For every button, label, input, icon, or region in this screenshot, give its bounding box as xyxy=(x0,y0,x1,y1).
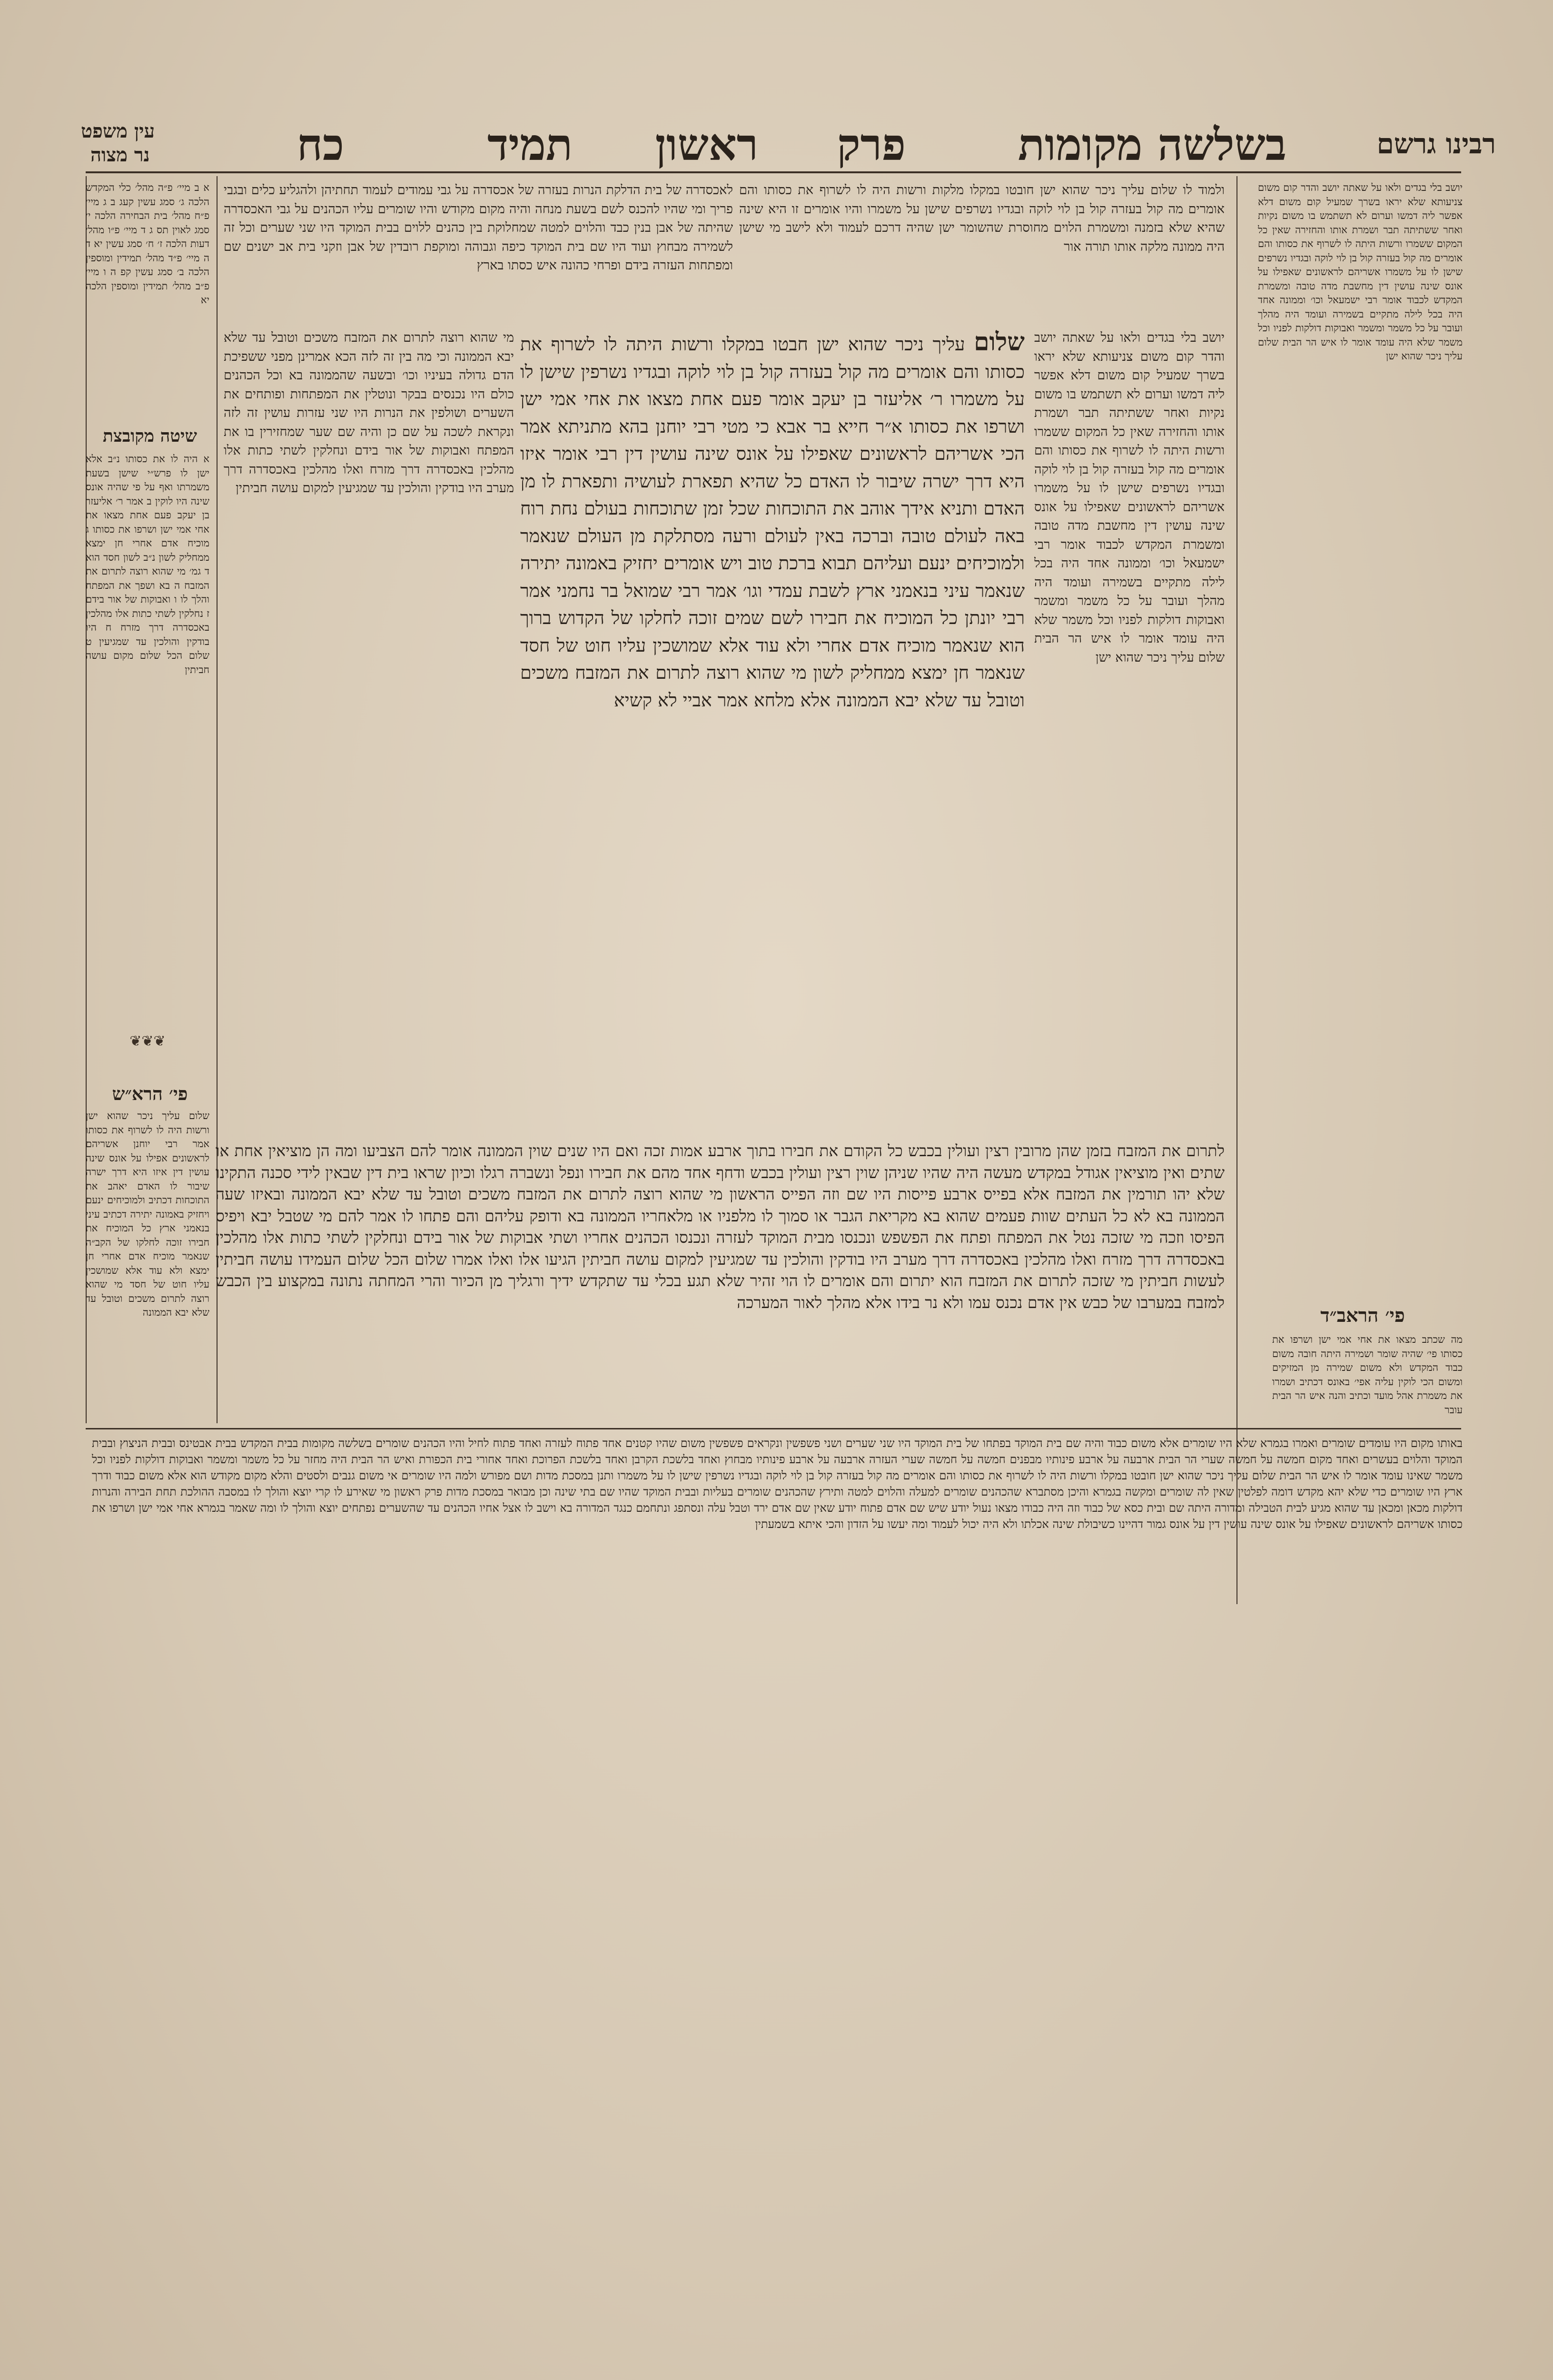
raavad-commentary-text: מה שכתב מצאו את אחי אמי ישן ושרפו את כסותו פי׳ שהיה שומר ושמירה היתה חובה משום כבוד המקדש ולא משום שמירה מן המזיקים ומשום הכי לוקין עליה אפי׳ באונס דכתיב ושמרו את משמרת אהל מועד וכתיב והנה איש הר הבית עובר xyxy=(1272,1334,1463,1416)
main-body: עליך ניכר שהוא ישן חבטו במקלו ורשות היתה לו לשרוף את כסותו והם אומרים מה קול בעזרה קול בן לוי לוקה ובגדיו נשרפין שישן לו על משמרו ר׳ אליעזר בן יעקב אומר פעם אחת מצאו את אחי אמי ישן ושרפו את כסותו א״ר חייא בר אבא כי מטי רבי יוחנן בהא מתניתא אמר הכי אשריהם לראשונים שאפילו על אונס שינה עושין דין רבי אומר איזו היא דרך ישרה שיבור לו האדם כל שהיא תפארת לעושיה ותפארת לו מן האדם ותניא אידך אוהב את התוכחות שכל זמן שתוכחות בעולם נחת רוח באה לעולם טובה וברכה באין לעולם ורעה מסתלקת מן העולם שנאמר ולמוכיחים ינעם ועליהם תבוא ברכת טוב ויש אומרים יחזיק באמונה יתירה שנאמר עיני בנאמני ארץ לשבת עמדי וגו׳ אמר רבי שמואל בר נחמני אמר רבי יונתן כל המוכיח את חבירו לשם שמים זוכה לחלקו של הקדוש ברוך הוא שנאמר מוכיח אדם אחרי ולא עוד אלא שמושכין עליו חוט של חסד שנאמר חן ימצא ממחליק לשון מי שהוא רוצה לתרום את המזבח משכים וטובל עד שלא יבא הממונה אלא מלחא אמר אביי לא קשיא xyxy=(520,334,1025,711)
column-rule-right xyxy=(1236,176,1237,1604)
shita-mekubetzet-title: שיטה מקובצת xyxy=(103,426,197,446)
shita-mekubetzet-text: א היה לו את כסותו נ״ב אלא ישן לו פרש״י שישן בשעת משמרתו ואף על פי שהיה אונס שינה היו לוקין ב אמר ר׳ אליעזר בן יעקב פעם אחת מצאו את אחי אמי ישן ושרפו את כסותו ג מוכיח אדם אחרי חן ימצא ממחליק לשון נ״ב לשון חסד הוא ד גמ׳ מי שהוא רוצה לתרום את המזבח ה בא ושפך את המפתח והלך לו ו ואבוקות של אור בידם ז נחלקין לשתי כתות אלו מהלכין באכסדרה דרך מזרח ח היו בודקין והולכין עד שמגיעין ט שלום הכל שלום מקום עושה חביתין xyxy=(86,453,209,675)
mishnah-wide-text: לתרום את המזבח בזמן שהן מרובין רצין ועולין בכבש כל הקודם את חבירו בתוך ארבע אמות זכה ואם היו שנים שוין הממונה אומר להם הצביעו ומה הן מוציאין אחת או שתים ואין מוציאין אגודל במקדש מעשה היה שהיו שניהן שוין רצין ועולין בכבש ודחף אחד מהם את חבירו ונפל ונשברה רגלו וכיון שראו בית דין שבאין לידי סכנה התקינו שלא יהו תורמין את המזבח אלא בפייס ארבע פייסות היו שם וזה הפייס הראשון מי שהוא רוצה לתרום את המזבח משכים וטובל עד שלא יבא הממונה ובאיזו שעה הממונה בא לא כל העתים שוות פעמים שהוא בא מקריאת הגבר או סמוך לו מלפניו או מלאחריו הממונה בא ודופק עליהם והם פתחו לו אמר להם מי שטבל יבא ויפיס הפיסו וזכה מי שזכה נטל את המפתח ופתח את הפשפש ונכנסו מבית המוקד לעזרה ונכנסו הכהנים אחריו ושתי אבוקות של אור בידם ונחלקין לשתי כתות אלו מהלכין באכסדרה דרך מזרח ואלו מהלכין באכסדרה דרך מערב היו בודקין והולכין עד שמגיעין למקום עושה חביתין הגיעו אלו ואלו אמרו שלום הכל שלום העמידו עושה חביתין לעשות חביתין מי שזכה לתרום את המזבח הוא יתרום והם אומרים לו הוי זהיר שלא תגע בכלי עד שתקדש ידיך ורגליך מן הכיור והרי המחתה נתונה במקצוע בין הכבש למזבח במערבו של כבש אין אדם נכנס עמו ולא נר בידו אלא מהלך לאור המערכה xyxy=(216,1141,1225,1312)
header-tractate: תמיד xyxy=(487,119,573,170)
commentary-left-top: לאכסדרה של בית הדלקת הנרות בעזרה של אכסדרה על גבי עמודים לעמוד תחתיהן ולהגליע כלים ובגבי פריך ומי שהיו להכנס לשם בשעת מנחה והיה מקום מקודש והיו שומרים עליו הכהנים על גבי האכסדרה שהיתה של אבן בנין כבד והלוים למטה שמחלוקת בין כהנים ללוים בבית המוקד היו שני שערים וכל זה לשמירה מבחוץ ועוד היו שם בית המוקד כיפה וגבוהה ומוקפת רובדין של אבן וזקני בית אב ישנים שם ומפתחות העזרה בידם ופרחי כהונה איש כסתו בארץ xyxy=(224,183,733,273)
header-folio: כח xyxy=(297,119,344,170)
header-rishon: ראשון xyxy=(655,119,758,170)
main-gemara-text xyxy=(520,328,1025,1085)
bottom-section-rule xyxy=(86,1428,1461,1429)
commentary-left-lower: מי שהוא רוצה לתרום את המזבח משכים וטובל עד שלא יבא הממונה וכי מה בין זה לזה הכא אמרינן מפני ששפיכת הדם גדולה בעיניו וכו׳ ובשעה שהממונה בא וכל הכהנים כולם היו נכנסים בבקר ונוטלין את המפתחות ופותחים את השערים ושולפין את הנרות היו שני עזרות עושין זה לזה ונקראת לשכה על שם כן והיה שם שער שמחזירין בו את המפתח ואבוקות של אור בידם ונחלקין לשתי כתות אלו מהלכין באכסדרה דרך מזרח ואלו מהלכין באכסדרה דרך מערב היו בודקין והולכין עד שמגיעין למקום עושה חביתין xyxy=(224,330,514,496)
main-opening-word: שלום xyxy=(974,328,1025,357)
rosh-title: פי׳ הרא״ש xyxy=(112,1083,188,1104)
raavad-title: פי׳ הראב״ד xyxy=(1320,1304,1405,1327)
ein-mishpat-notes: א ב מיי׳ פ״ה מהל׳ כלי המקדש הלכה ג׳ סמג עשין קעג ב ג מיי׳ פ״ח מהל׳ בית הבחירה הלכה י׳ סמג לאוין תס ג ד מיי׳ פ״ו מהל׳ דעות הלכה ז׳ ח׳ סמג עשין יא ד ה מיי׳ פ״ד מהל׳ תמידין ומוספין הלכה ב׳ סמג עשין קפ ה ו מיי׳ פ״ב מהל׳ תמידין ומוספין הלכה יא xyxy=(86,182,209,306)
header-perek: פרק xyxy=(837,119,906,170)
commentary-right-middle: יושב בלי בגדים ולאו על שאתה יושב והדר קום משום צניעותא שלא יראו בשרך שמעיל קום משום דלא אפשר ליה דמשו וערום לא תשתמש בו משום נקיות ואחר ששתיתה תבר ושמרת אותו והחזירה שאין כל המקום ששמרו ורשות היתה לו לשרוף את כסותו והם אומרים מה קול בעזרה קול בן לוי לוקה ובגדיו נשרפים שישן לו על משמרו אשריהם לראשונים שאפילו על אונס שינה עושין דין מחשבת מדה טובה ומשמרת המקדש לכבוד אומר רבי ישמעאל וכו׳ וממונה אחד היה בכל לילה מתקיים בשמירה ועומד היה מהלך ועובר על כל משמר ומשמר ואבוקות דולקות לפניו וכל משמר שלא היה עומד אומר לו איש הר הבית שלום עליך ניכר שהוא ישן xyxy=(1034,330,1225,665)
header-ein-mishpat-label: עין משפט xyxy=(81,120,155,142)
header-right-label: רבינו גרשם xyxy=(1376,128,1496,160)
rabbeinu-gershom-commentary: יושב בלי בגדים ולאו על שאתה יושב והדר קום משום צניעותא שלא יראו בשרך שמעיל קום משום דלא אפשר ליה דמשו וערום לא תשתמש בו משום נקיות ואחר ששתיתה תבר ושמרת אותו והחזירה שאין כל המקום ששמרו ורשות היתה לו לשרוף את כסותו והם אומרים מה קול בעזרה קול בן לוי לוקה ובגדיו נשרפים שישן לו על משמרו אשריהם לראשונים שאפילו על אונס שינה עושין דין מחשבת מדה טובה ומשמרת המקדש לכבוד אומר רבי ישמעאל וכו׳ וממונה אחד היה בכל לילה מתקיים בשמירה ועומד היה מהלך ועובר על כל משמר ומשמר ואבוקות דולקות לפניו וכל משמר שלא היה עומד אומר לו איש הר הבית שלום עליך ניכר שהוא ישן xyxy=(1258,182,1463,362)
header-rule xyxy=(86,171,1461,173)
header-ner-mitzvah-label: נר מצוה xyxy=(90,144,150,166)
header-chapter-name: בשלשה מקומות xyxy=(1018,119,1286,170)
commentary-right-top: ולמוד לו שלום עליך ניכר שהוא ישן חובטו במקלו מלקות ורשות היה לו לשרוף את כסותו והם אומרים מה קול בעזרה קול בן לוי לוקה ובגדיו נשרפים שישן על משמרו והיו אומרים זו היא שינה שהיא שלא בזמנה ומשמרת הלוים מחוסרת שהשומר ישן שהיה דרכם לעמוד ולא לישב מי שישן היה ממונה מלקה אותו תורה אור xyxy=(739,183,1225,254)
rosh-commentary-text: שלום עליך ניכר שהוא ישן ורשות היה לו לשרוף את כסותו אמר רבי יוחנן אשריהם לראשונים אפילו על אונס שינה עושין דין איזו היא דרך ישרה שיבור לו האדם יאהב את התוכחות דכתיב ולמוכיחים ינעם ויחזיק באמונה יתירה דכתיב עיני בנאמני ארץ כל המוכיח את חבירו זוכה לחלקו של הקב״ה שנאמר מוכיח אדם אחרי חן ימצא ולא עוד אלא שמושכין עליו חוט של חסד מי שהוא רוצה לתרום משכים וטובל עד שלא יבא הממונה xyxy=(86,1110,209,1318)
tosafot-bottom-text: באותו מקום היו עומדים שומרים ואמרו בגמרא שלא היו שומרים אלא משום כבוד והיה שם בית המוקד בפתחו של בית המוקד היו שני שערים ושני פשפשין ונקראים פשפשין משום שהיו קטנים אחד פתוח לעזרה ואחד פתוח לחיל והיו הכהנים שומרים בשלשה מקומות בבית המקדש בבית אבטינס ובבית הניצוץ ובבית המוקד והלוים בעשרים ואחד מקום חמשה על חמשה שערי הר הבית ארבעה על ארבע פינותיו מבפנים חמשה על חמשה שערי העזרה ארבעה על ארבע פינותיו מבחוץ ואחד בלשכת הקרבן ואחד בלשכת הפרוכת ואחד אחורי בית הכפורת ואיש הר הבית היה מחזר על כל משמר ומשמר ואבוקות דולקות לפניו וכל משמר שאינו עומד אומר לו איש הר הבית שלום עליך ניכר שהוא ישן חובטו במקלו ורשות היה לו לשרוף את כסותו והם אומרים מה קול בעזרה קול בן לוי לוקה ובגדיו נשרפין שישן לו על משמרו ותנן במסכת מדות ושם מפורש ולמה היו שומרים אי משום גנבים ולסטים והלא מקום מקודש הוא אלא משום כבוד ודרך ארץ היו שומרים כדי שלא יהא מקדש דומה לפלטין שאין לה שומרים ומקשה בגמרא והיכן מסתברא שהכהנים שומרים למעלה והלוים למטה ותירץ שהכהנים שומרים בעליות ובבית המוקד שהיו שם בתי שינה וכן מבואר במסכת מדות פרק ראשון מי שאירע לו קרי יוצא והולך לו במסבה ההולכת תחת הבירה והנרות דולקות מכאן ומכאן עד שהוא מגיע לבית הטבילה ומדורה היתה שם ובית כסא של כבוד וזה היה כבודו מצאו נעול יודע שיש שם אדם פתוח יודע שאין שם אדם ירד וטבל עלה ונסתפג ונתחמם כנגד המדורה בא וישב לו אצל אחיו הכהנים עד שהשערים נפתחים יוצא והולך לו ומה שאמר בגמרא אחי אמי ישן ושרפו את כסותו אשריהם לראשונים שאפילו על אונס שינה עושין דין על אונס גמור דהיינו כשיבולת שינה אכלתו ולא היה יכול לעמוד ומה יעשו על הזדון והכי איתא בשמעתין xyxy=(92,1437,1463,1531)
ornament-divider: ❦❦❦ xyxy=(129,1033,166,1050)
